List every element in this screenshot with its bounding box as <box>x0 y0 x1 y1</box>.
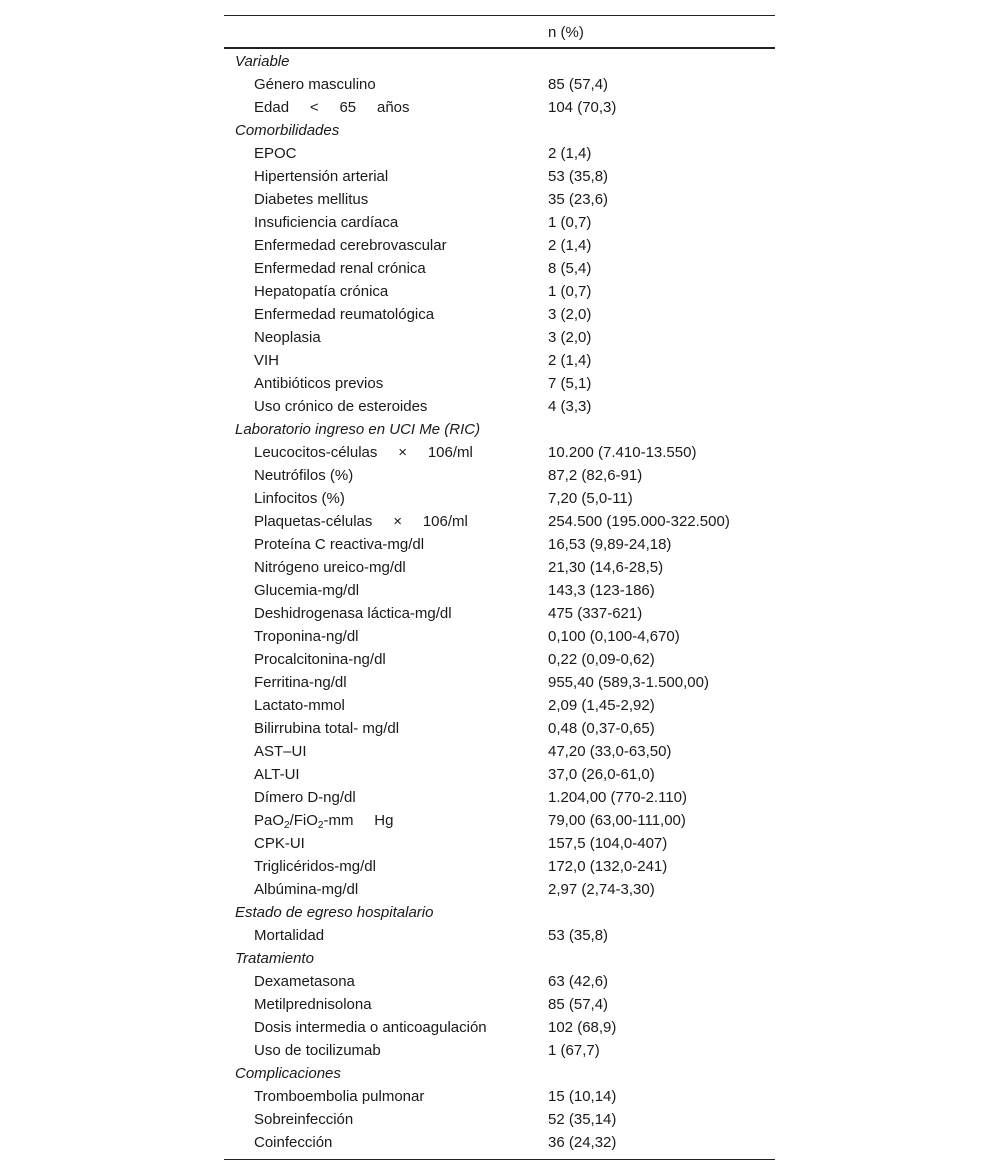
row-label: Dosis intermedia o anticoagulación <box>254 1019 487 1036</box>
table-row <box>224 602 775 625</box>
row-label <box>254 812 393 830</box>
row-value: 2 (1,4) <box>548 352 592 369</box>
table-row <box>224 441 775 464</box>
table-row <box>224 280 775 303</box>
table-row <box>224 73 775 96</box>
row-value: 3 (2,0) <box>548 329 592 346</box>
section-header-row <box>224 418 775 441</box>
row-label: Hepatopatía crónica <box>254 283 389 300</box>
table-row <box>224 763 775 786</box>
table-row <box>224 326 775 349</box>
row-value: 36 (24,32) <box>548 1134 617 1151</box>
table-row <box>224 1039 775 1062</box>
row-value: 2 (1,4) <box>548 237 592 254</box>
row-value: 475 (337-621) <box>548 605 643 622</box>
row-value: 7,20 (5,0-11) <box>548 490 633 507</box>
row-label: Enfermedad cerebrovascular <box>254 237 447 254</box>
row-value: 47,20 (33,0-63,50) <box>548 743 672 760</box>
section-label: Complicaciones <box>235 1065 341 1082</box>
row-label: Leucocitos-células × 106/ml <box>254 444 473 461</box>
row-label: Plaquetas-células × 106/ml <box>254 513 468 530</box>
row-value: 8 (5,4) <box>548 260 592 277</box>
row-label: Bilirrubina total- mg/dl <box>254 720 400 737</box>
table-row <box>224 970 775 993</box>
table-row <box>224 303 775 326</box>
row-label: EPOC <box>254 145 297 162</box>
row-value: 955,40 (589,3-1.500,00) <box>548 674 709 691</box>
row-value: 1.204,00 (770-2.110) <box>548 789 687 806</box>
table-row <box>224 1108 775 1131</box>
table-row <box>224 372 775 395</box>
table-row <box>224 464 775 487</box>
row-value: 87,2 (82,6-91) <box>548 467 643 484</box>
row-label: Diabetes mellitus <box>254 191 369 208</box>
table-row <box>224 510 775 533</box>
table-row <box>224 234 775 257</box>
row-label: Lactato-mmol <box>254 697 345 714</box>
row-label: Sobreinfección <box>254 1111 354 1128</box>
data-table <box>224 15 775 1160</box>
section-header-row <box>224 50 775 73</box>
row-value: 0,100 (0,100-4,670) <box>548 628 680 645</box>
table-row <box>224 1085 775 1108</box>
row-label: Procalcitonina-ng/dl <box>254 651 386 668</box>
table-row <box>224 96 775 119</box>
section-header-row <box>224 901 775 924</box>
row-label: Neoplasia <box>254 329 321 346</box>
table-row <box>224 648 775 671</box>
table-row <box>224 142 775 165</box>
table-header <box>224 16 775 47</box>
row-label: AST–UI <box>254 743 307 760</box>
row-label: Nitrógeno ureico-mg/dl <box>254 559 406 576</box>
table-row <box>224 786 775 809</box>
table-row <box>224 878 775 901</box>
row-label: Insuficiencia cardíaca <box>254 214 399 231</box>
row-value: 0,48 (0,37-0,65) <box>548 720 655 737</box>
row-value: 102 (68,9) <box>548 1019 617 1036</box>
label-part: /FiO <box>289 812 318 829</box>
row-value: 16,53 (9,89-24,18) <box>548 536 672 553</box>
row-value: 1 (0,7) <box>548 283 592 300</box>
row-value: 1 (0,7) <box>548 214 592 231</box>
row-value: 254.500 (195.000-322.500) <box>548 513 730 530</box>
row-label: Antibióticos previos <box>254 375 384 392</box>
row-value: 1 (67,7) <box>548 1042 600 1059</box>
row-value: 10.200 (7.410-13.550) <box>548 444 697 461</box>
table-row <box>224 625 775 648</box>
row-label: Enfermedad renal crónica <box>254 260 426 277</box>
row-label: CPK-UI <box>254 835 305 852</box>
row-value: 157,5 (104,0-407) <box>548 835 668 852</box>
row-label: VIH <box>254 352 280 369</box>
bottom-rule <box>224 1159 775 1160</box>
row-label: Troponina-ng/dl <box>254 628 359 645</box>
table-row <box>224 993 775 1016</box>
table-row <box>224 165 775 188</box>
section-header-row <box>224 947 775 970</box>
row-label: Coinfección <box>254 1134 333 1151</box>
table-row <box>224 809 775 832</box>
table-row <box>224 211 775 234</box>
row-label: ALT-UI <box>254 766 300 783</box>
table-row <box>224 257 775 280</box>
table-row <box>224 533 775 556</box>
row-value: 104 (70,3) <box>548 99 617 116</box>
row-value: 0,22 (0,09-0,62) <box>548 651 655 668</box>
row-value: 35 (23,6) <box>548 191 609 208</box>
row-label: Ferritina-ng/dl <box>254 674 347 691</box>
section-label: Comorbilidades <box>235 122 340 139</box>
table-row <box>224 579 775 602</box>
row-value: 85 (57,4) <box>548 76 609 93</box>
table-row <box>224 740 775 763</box>
section-label: Laboratorio ingreso en UCI Me (RIC) <box>235 421 481 438</box>
label-subscript: 2 <box>317 820 324 831</box>
row-value: 53 (35,8) <box>548 168 609 185</box>
row-value: 3 (2,0) <box>548 306 592 323</box>
table-row <box>224 924 775 947</box>
table-row <box>224 671 775 694</box>
row-label: Hipertensión arterial <box>254 168 389 185</box>
row-label: Albúmina-mg/dl <box>254 881 359 898</box>
table-row <box>224 832 775 855</box>
row-label: Linfocitos (%) <box>254 490 345 507</box>
label-part: -mm Hg <box>323 812 394 829</box>
row-value: 85 (57,4) <box>548 996 609 1013</box>
row-label: Deshidrogenasa láctica-mg/dl <box>254 605 452 622</box>
row-label: Dexametasona <box>254 973 355 990</box>
row-value: 143,3 (123-186) <box>548 582 655 599</box>
label-subscript: 2 <box>284 820 290 831</box>
table-row <box>224 487 775 510</box>
row-value: 2 (1,4) <box>548 145 592 162</box>
row-value: 2,09 (1,45-2,92) <box>548 697 655 714</box>
table-row <box>224 556 775 579</box>
row-label: Mortalidad <box>254 927 325 944</box>
row-value: 21,30 (14,6-28,5) <box>548 559 664 576</box>
table-row <box>224 395 775 418</box>
row-label: Tromboembolia pulmonar <box>254 1088 425 1105</box>
table-row <box>224 694 775 717</box>
row-value: 53 (35,8) <box>548 927 609 944</box>
row-value: 52 (35,14) <box>548 1111 617 1128</box>
section-label: Estado de egreso hospitalario <box>235 904 434 921</box>
section-label: Tratamiento <box>235 950 314 967</box>
section-header-row <box>224 119 775 142</box>
row-value: 4 (3,3) <box>548 398 592 415</box>
row-label: Uso de tocilizumab <box>254 1042 381 1059</box>
row-value: 2,97 (2,74-3,30) <box>548 881 655 898</box>
row-label: Dímero D-ng/dl <box>254 789 356 806</box>
table-row <box>224 1016 775 1039</box>
row-label: Enfermedad reumatológica <box>254 306 435 323</box>
section-header-row <box>224 1062 775 1085</box>
row-label: Triglicéridos-mg/dl <box>254 858 376 875</box>
row-label: Proteína C reactiva-mg/dl <box>254 536 425 553</box>
row-label: Género masculino <box>254 76 376 93</box>
row-value: 63 (42,6) <box>548 973 609 990</box>
row-value: 7 (5,1) <box>548 375 592 392</box>
table-row <box>224 188 775 211</box>
row-value: 172,0 (132,0-241) <box>548 858 668 875</box>
row-label: Uso crónico de esteroides <box>254 398 428 415</box>
row-label: Neutrófilos (%) <box>254 467 354 484</box>
row-label: Edad < 65 años <box>254 99 410 116</box>
row-value: 79,00 (63,00-111,00) <box>548 812 686 829</box>
row-label: Metilprednisolona <box>254 996 372 1013</box>
row-value: 37,0 (26,0-61,0) <box>548 766 655 783</box>
row-label: Glucemia-mg/dl <box>254 582 360 599</box>
section-label: Variable <box>235 53 290 70</box>
table-row <box>224 1131 775 1154</box>
table-row <box>224 349 775 372</box>
label-part: PaO <box>254 812 285 829</box>
table-row <box>224 855 775 878</box>
table-row <box>224 717 775 740</box>
header-value-column: n (%) <box>548 24 584 41</box>
row-value: 15 (10,14) <box>548 1088 617 1105</box>
table-body <box>224 49 775 1159</box>
